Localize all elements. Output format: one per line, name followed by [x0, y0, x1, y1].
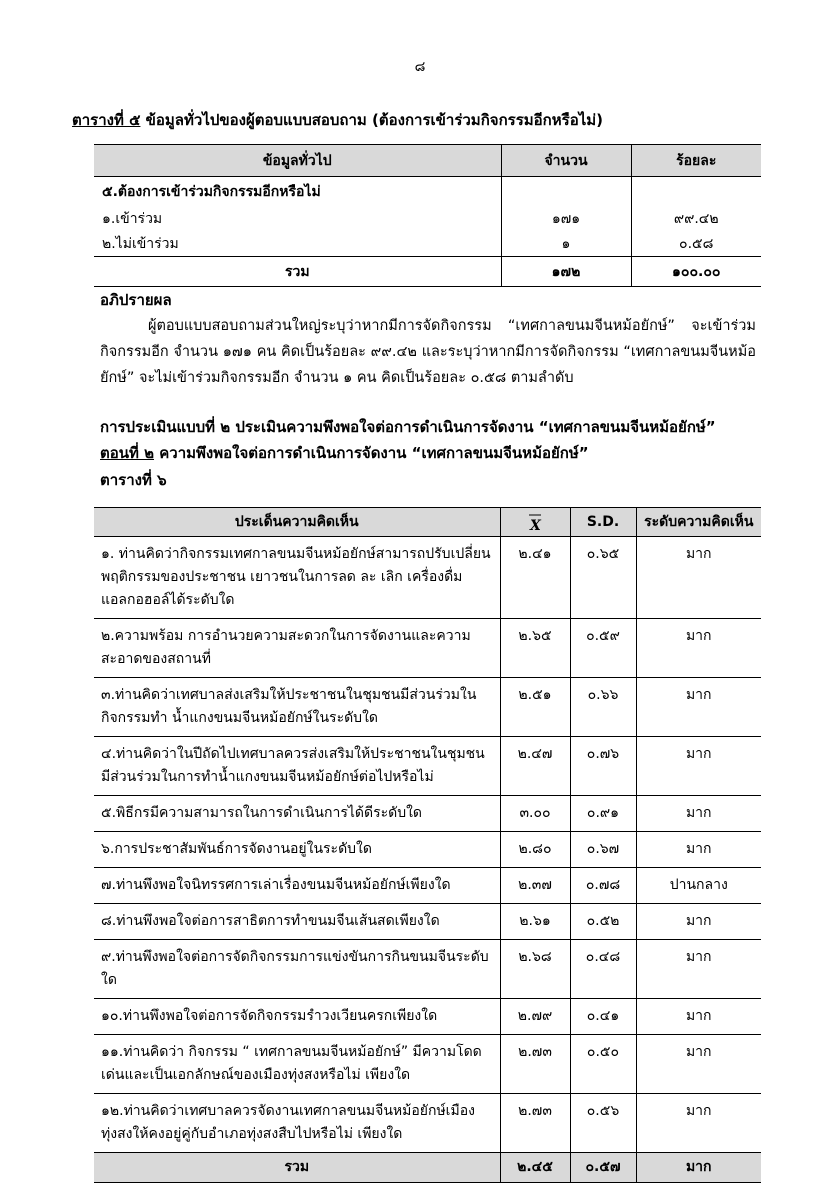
table1-section-row — [94, 177, 761, 207]
total-percent: ๑๐๐.๐๐ — [631, 257, 761, 287]
opinion-item: ๑๐.ท่านพึงพอใจต่อการจัดกิจกรรมรำวงเวียนครกเพียงใด — [94, 999, 500, 1035]
sd-value: ๐.๖๖ — [570, 678, 636, 737]
table1-caption — [72, 108, 603, 132]
mean-value: ๒.๔๗ — [500, 737, 570, 796]
table-row — [94, 678, 761, 737]
sd-value: ๐.๕๖ — [570, 1094, 636, 1153]
sd-value: ๐.๗๘ — [570, 868, 636, 904]
opinion-level: มาก — [636, 619, 761, 678]
opinion-level: มาก — [636, 796, 761, 832]
opinion-item: ๑๑.ท่านคิดว่า กิจกรรม “ เทศกาลขนมจีนหม้อยักษ์” มีความโดดเด่นและเป็นเอกลักษณ์ของเมืองทุ่งสงหรือไม่ เพียงใด — [94, 1035, 500, 1094]
sd-value: ๐.๗๖ — [570, 737, 636, 796]
mean-value: ๒.๗๙ — [500, 999, 570, 1035]
opinion-item: ๕.พิธีกรมีความสามารถในการดำเนินการได้ดีระดับใด — [94, 796, 500, 832]
table2-header-row — [94, 508, 761, 537]
table1-total-row — [94, 257, 761, 287]
sd-value: ๐.๖๕ — [570, 537, 636, 619]
opinion-item: ๓.ท่านคิดว่าเทศบาลส่งเสริมให้ประชาชนในชุมชนมีส่วนร่วมในกิจกรรมทำ น้ำแกงขนมจีนหม้อยักษ์ในระดับใด — [94, 678, 500, 737]
mean-value: ๒.๖๕ — [500, 619, 570, 678]
table1-caption-text: ข้อมูลทั่วไปของผู้ตอบแบบสอบถาม (ต้องการเข้าร่วมกิจกรรมอีกหรือไม่) — [140, 111, 603, 129]
page-number: ๘ — [414, 59, 426, 75]
table-row — [94, 940, 761, 999]
opinion-item: ๗.ท่านพึงพอใจนิทรรศการเล่าเรื่องขนมจีนหม้อยักษ์เพียงใด — [94, 868, 500, 904]
table-row — [94, 796, 761, 832]
evaluation-heading: การประเมินแบบที่ ๒ ประเมินความพึงพอใจต่อการดำเนินการจัดงาน “เทศกาลขนมจีนหม้อยักษ์” — [100, 418, 716, 436]
sd-value: ๐.๔๑ — [570, 999, 636, 1035]
part-text: ความพึงพอใจต่อการดำเนินการจัดงาน “เทศกาลขนมจีนหม้อยักษ์” — [154, 444, 589, 462]
table2-total-row — [94, 1153, 761, 1183]
mean-value: ๒.๕๑ — [500, 678, 570, 737]
part-prefix: ตอนที่ ๒ — [100, 444, 155, 462]
opinion-item: ๘.ท่านพึงพอใจต่อการสาธิตการทำขนมจีนเส้นสดเพียงใด — [94, 904, 500, 940]
header-sd: S.D. — [570, 508, 636, 537]
total-mean: ๒.๔๕ — [500, 1153, 570, 1183]
opinion-level: มาก — [636, 537, 761, 619]
table1-header-row — [94, 145, 761, 177]
opinion-item: ๑. ท่านคิดว่ากิจกรรมเทศกาลขนมจีนหม้อยักษ์สามารถปรับเปลี่ยนพฤติกรรมของประชาชน เยาวชนในการลด ละ เลิก เครื่องดื่มแอลกอฮอล์ได้ระดับใด — [94, 537, 500, 619]
table-row — [94, 537, 761, 619]
table-row — [94, 737, 761, 796]
discussion-title: อภิปรายผล — [100, 291, 172, 309]
header-count: จำนวน — [501, 145, 631, 177]
mean-value: ๒.๓๗ — [500, 868, 570, 904]
row-count: ๑๗๑ — [501, 206, 631, 231]
table-row — [94, 868, 761, 904]
sd-value: ๐.๔๘ — [570, 940, 636, 999]
table-row — [94, 904, 761, 940]
header-general-info: ข้อมูลทั่วไป — [94, 145, 501, 177]
sd-value: ๐.๕๐ — [570, 1035, 636, 1094]
sd-value: ๐.๕๙ — [570, 619, 636, 678]
table1-caption-prefix: ตารางที่ ๕ — [72, 111, 141, 129]
total-sd: ๐.๕๗ — [570, 1153, 636, 1183]
mean-value: ๒.๘๐ — [500, 832, 570, 868]
mean-value: ๒.๔๑ — [500, 537, 570, 619]
table-row — [94, 1035, 761, 1094]
total-label: รวม — [94, 1153, 500, 1183]
opinion-item: ๖.การประชาสัมพันธ์การจัดงานอยู่ในระดับใด — [94, 832, 500, 868]
respondent-info-table — [94, 144, 761, 287]
row-label: ๑.เข้าร่วม — [102, 210, 163, 227]
opinion-level: มาก — [636, 678, 761, 737]
mean-value: ๓.๐๐ — [500, 796, 570, 832]
opinion-level: ปานกลาง — [636, 868, 761, 904]
opinion-item: ๙.ท่านพึงพอใจต่อการจัดกิจกรรมการแข่งขันการกินขนมจีนระดับใด — [94, 940, 500, 999]
svg-text:X: X — [530, 518, 541, 532]
header-level: ระดับความคิดเห็น — [636, 508, 761, 537]
mean-value: ๒.๖๘ — [500, 940, 570, 999]
total-label: รวม — [94, 257, 501, 287]
table-row — [94, 1094, 761, 1153]
opinion-item: ๑๒.ท่านคิดว่าเทศบาลควรจัดงานเทศกาลขนมจีนหม้อยักษ์เมืองทุ่งสงให้คงอยู่คู่กับอำเภอทุ่งสงสืบไปหรือไม่ เพียงใด — [94, 1094, 500, 1153]
opinion-level: มาก — [636, 1035, 761, 1094]
opinion-level: มาก — [636, 737, 761, 796]
opinion-item: ๔.ท่านคิดว่าในปีถัดไปเทศบาลควรส่งเสริมให้ประชาชนในชุมชนมีส่วนร่วมในการทำน้ำแกงขนมจีนหม้อยักษ์ต่อไปหรือไม่ — [94, 737, 500, 796]
evaluation-part — [100, 441, 589, 465]
table-row — [94, 231, 761, 257]
row-count: ๑ — [501, 231, 631, 257]
opinion-level: มาก — [636, 940, 761, 999]
row-label: ๒.ไม่เข้าร่วม — [102, 235, 179, 252]
x-bar-symbol — [528, 512, 542, 532]
section-title: ๕.ต้องการเข้าร่วมกิจกรรมอีกหรือไม่ — [102, 183, 321, 200]
sd-value: ๐.๖๗ — [570, 832, 636, 868]
table-row — [94, 832, 761, 868]
opinion-level: มาก — [636, 999, 761, 1035]
discussion-body: ผู้ตอบแบบสอบถามส่วนใหญ่ระบุว่าหากมีการจัดกิจกรรม “เทศกาลขนมจีนหม้อยักษ์” จะเข้าร่วมกิจกรรมอีก จำนวน ๑๗๑ คน คิดเป็นร้อยละ ๙๙.๔๒ และระบุว่าหากมีการจัดกิจกรรม “เทศกาลขนมจีนหม้อยักษ์” จะไม่เข้าร่วมกิจกรรมอีก จำนวน ๑ คน คิดเป็นร้อยละ ๐.๕๘ ตามลำดับ — [100, 318, 756, 386]
total-count: ๑๗๒ — [501, 257, 631, 287]
mean-value: ๒.๗๓ — [500, 1035, 570, 1094]
row-percent: ๐.๕๘ — [631, 231, 761, 257]
header-percent: ร้อยละ — [631, 145, 761, 177]
row-percent: ๙๙.๔๒ — [631, 206, 761, 231]
table-row — [94, 999, 761, 1035]
mean-value: ๒.๖๑ — [500, 904, 570, 940]
opinion-level: มาก — [636, 832, 761, 868]
opinion-item: ๒.ความพร้อม การอำนวยความสะดวกในการจัดงานและความสะอาดของสถานที่ — [94, 619, 500, 678]
satisfaction-table — [94, 507, 761, 1183]
opinion-level: มาก — [636, 904, 761, 940]
table-row — [94, 206, 761, 231]
table2-label: ตารางที่ ๖ — [100, 471, 167, 489]
header-opinion: ประเด็นความคิดเห็น — [94, 508, 500, 537]
sd-value: ๐.๕๒ — [570, 904, 636, 940]
mean-value: ๒.๗๓ — [500, 1094, 570, 1153]
sd-value: ๐.๙๑ — [570, 796, 636, 832]
opinion-level: มาก — [636, 1094, 761, 1153]
total-level: มาก — [636, 1153, 761, 1183]
table-row — [94, 619, 761, 678]
header-mean — [500, 508, 570, 537]
